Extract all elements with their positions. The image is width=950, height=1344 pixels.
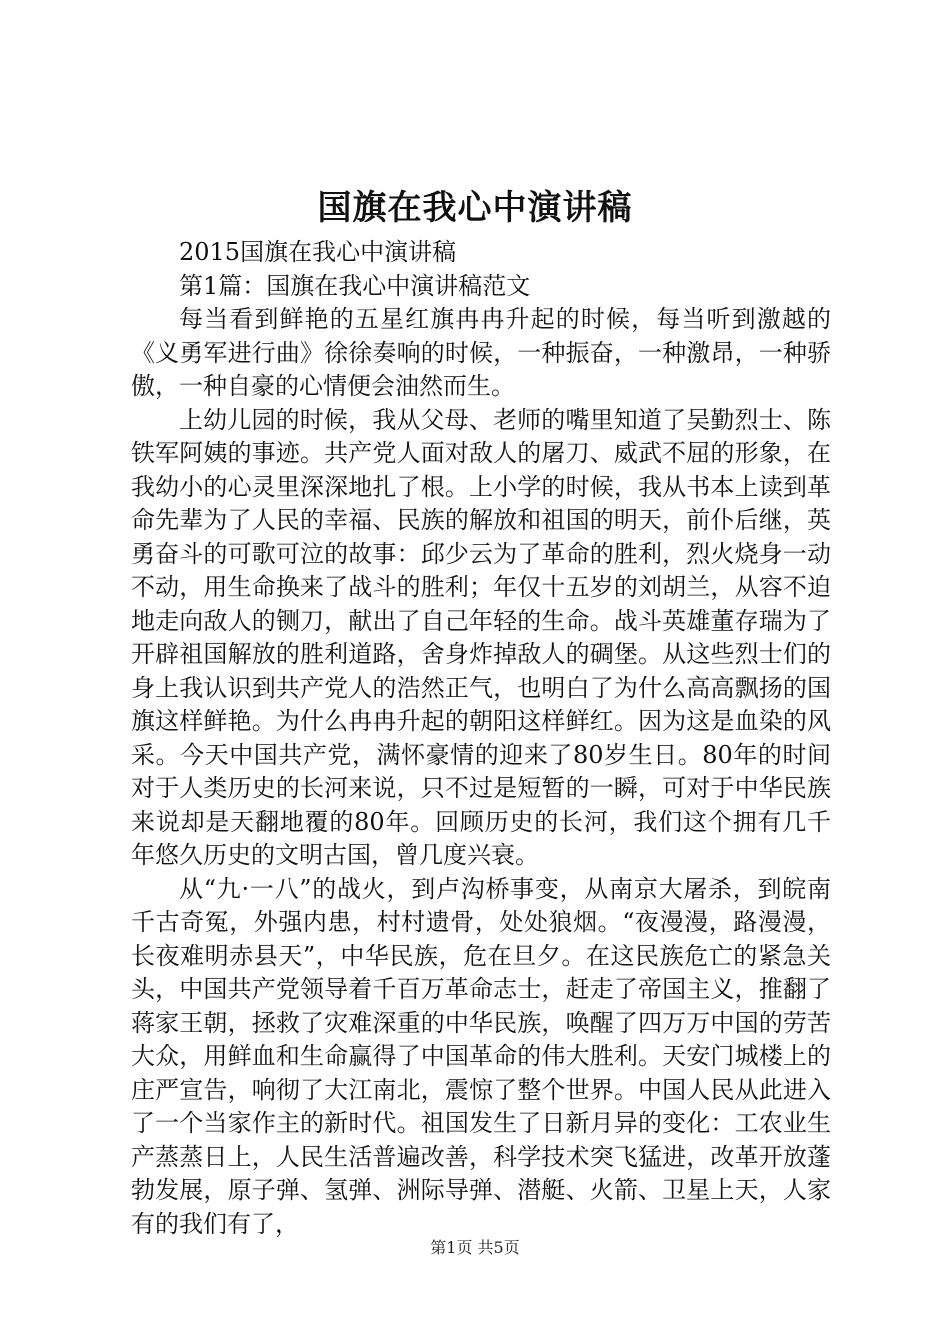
paragraph-1: 每当看到鲜艳的五星红旗冉冉升起的时候，每当听到激越的《义勇军进行曲》徐徐奏响的时候，一种振奋，一种激昂，一种骄傲，一种自豪的心情便会油然而生。 (131, 305, 831, 400)
section-heading: 第1篇：国旗在我心中演讲稿范文 (179, 271, 531, 300)
document-title: 国旗在我心中演讲稿 (317, 188, 633, 228)
subtitle-line: 2015国旗在我心中演讲稿 (179, 238, 457, 266)
paragraph-2: 上幼儿园的时候，我从父母、老师的嘴里知道了吴勤烈士、陈铁军阿姨的事迹。共产党人面对敌人的屠刀、威武不屈的形象，在我幼小的心灵里深深地扎了根。上小学的时候，我从书本上读到革命先辈为了人民的幸福、民族的解放和祖国的明天，前仆后继，英勇奋斗的可歌可泣的故事：邱少云为了革命的胜利，烈火烧身一动不动，用生命换来了战斗的胜利；年仅十五岁的刘胡兰，从容不迫地走向敌人的铡刀，献出了自己年轻的生命。战斗英雄董存瑞为了开辟祖国解放的胜利道路，舍身炸掉敌人的碉堡。从这些烈士们的身上我认识到共产党人的浩然正气，也明白了为什么高高飘扬的国旗这样鲜艳。为什么冉冉升起的朝阳这样鲜红。因为这是血染的风采。今天中国共产党，满怀豪情的迎来了80岁生日。80年的时间对于人类历史的长河来说，只不过是短暂的一瞬，可对于中华民族来说却是天翻地覆的80年。回顾历史的长河，我们这个拥有几千年悠久历史的文明古国，曾几度兴衰。 (131, 405, 831, 869)
page-footer: 第1页 共5页 (430, 1238, 520, 1257)
paragraph-3: 从“九·一八”的战火，到卢沟桥事变，从南京大屠杀，到皖南千古奇冤，外强内患，村村遗骨，处处狼烟。“夜漫漫，路漫漫，长夜难明赤县天”，中华民族，危在旦夕。在这民族危亡的紧急关头，中国共产党领导着千百万革命志士，赶走了帝国主义，推翻了蒋家王朝，拯救了灾难深重的中华民族，唤醒了四万万中国的劳苦大众，用鲜血和生命赢得了中国革命的伟大胜利。天安门城楼上的庄严宣告，响彻了大江南北，震惊了整个世界。中国人民从此进入了一个当家作主的新时代。祖国发生了日新月异的变化：工农业生产蒸蒸日上，人民生活普遍改善，科学技术突飞猛进，改革开放蓬勃发展，原子弹、氢弹、洲际导弹、潜艇、火箭、卫星上天，人家有的我们有了， (131, 874, 831, 1238)
document-body (131, 236, 831, 1241)
